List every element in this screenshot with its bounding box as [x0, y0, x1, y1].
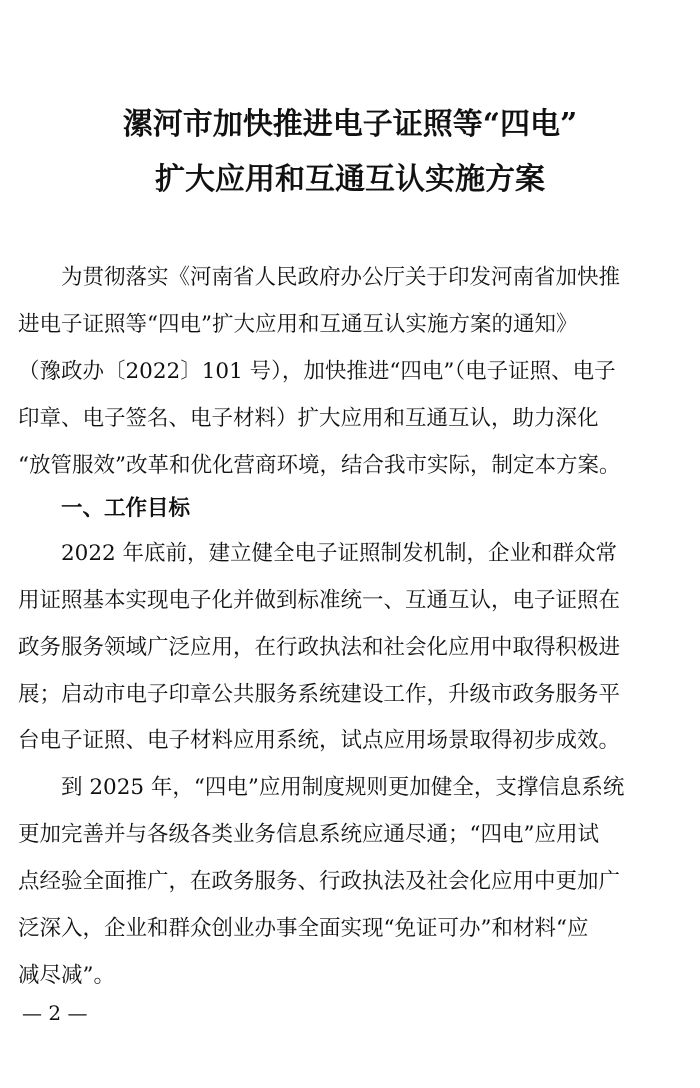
goal-2025-paragraph-line: 减尽减”。	[18, 963, 115, 988]
goal-2025-paragraph-line: 泛深入，企业和群众创业办事全面实现“免证可办”和材料“应	[18, 916, 589, 941]
section-heading: 一、工作目标	[61, 496, 191, 521]
goal-2025-paragraph-line: 更加完善并与各级各类业务信息系统应通尽通；“四电”应用试	[18, 822, 599, 847]
intro-paragraph-line: 为贯彻落实《河南省人民政府办公厅关于印发河南省加快推	[61, 265, 621, 290]
goal-2022-paragraph-line: 2022 年底前，建立健全电子证照制发机制，企业和群众常	[61, 541, 618, 566]
goal-2022-paragraph-line: 用证照基本实现电子化并做到标准统一、互通互认，电子证照在	[18, 588, 621, 613]
goal-2025-paragraph-line: 点经验全面推广，在政务服务、行政执法及社会化应用中更加广	[18, 869, 621, 894]
goal-2022-paragraph-line: 展；启动市电子印章公共服务系统建设工作，升级市政务服务平	[18, 682, 621, 707]
intro-paragraph-line: （豫政办〔2022〕101 号），加快推进“四电”（电子证照、电子	[18, 359, 616, 384]
intro-paragraph-line: 印章、电子签名、电子材料）扩大应用和互通互认，助力深化	[18, 406, 599, 431]
page-number: — 2 —	[22, 1001, 88, 1025]
goal-2025-paragraph-line: 到 2025 年，“四电”应用制度规则更加健全，支撑信息系统	[61, 775, 625, 800]
goal-2022-paragraph-line: 台电子证照、电子材料应用系统，试点应用场景取得初步成效。	[18, 728, 621, 753]
goal-2022-paragraph-line: 政务服务领域广泛应用，在行政执法和社会化应用中取得积极进	[18, 635, 621, 660]
document-title-line-1: 漯河市加快推进电子证照等“四电”	[122, 107, 578, 142]
document-title-line-2: 扩大应用和互通互认实施方案	[155, 162, 545, 197]
intro-paragraph-line: 进电子证照等“四电”扩大应用和互通互认实施方案的通知》	[18, 312, 578, 337]
intro-paragraph-line: “放管服效”改革和优化营商环境，结合我市实际，制定本方案。	[18, 453, 621, 478]
